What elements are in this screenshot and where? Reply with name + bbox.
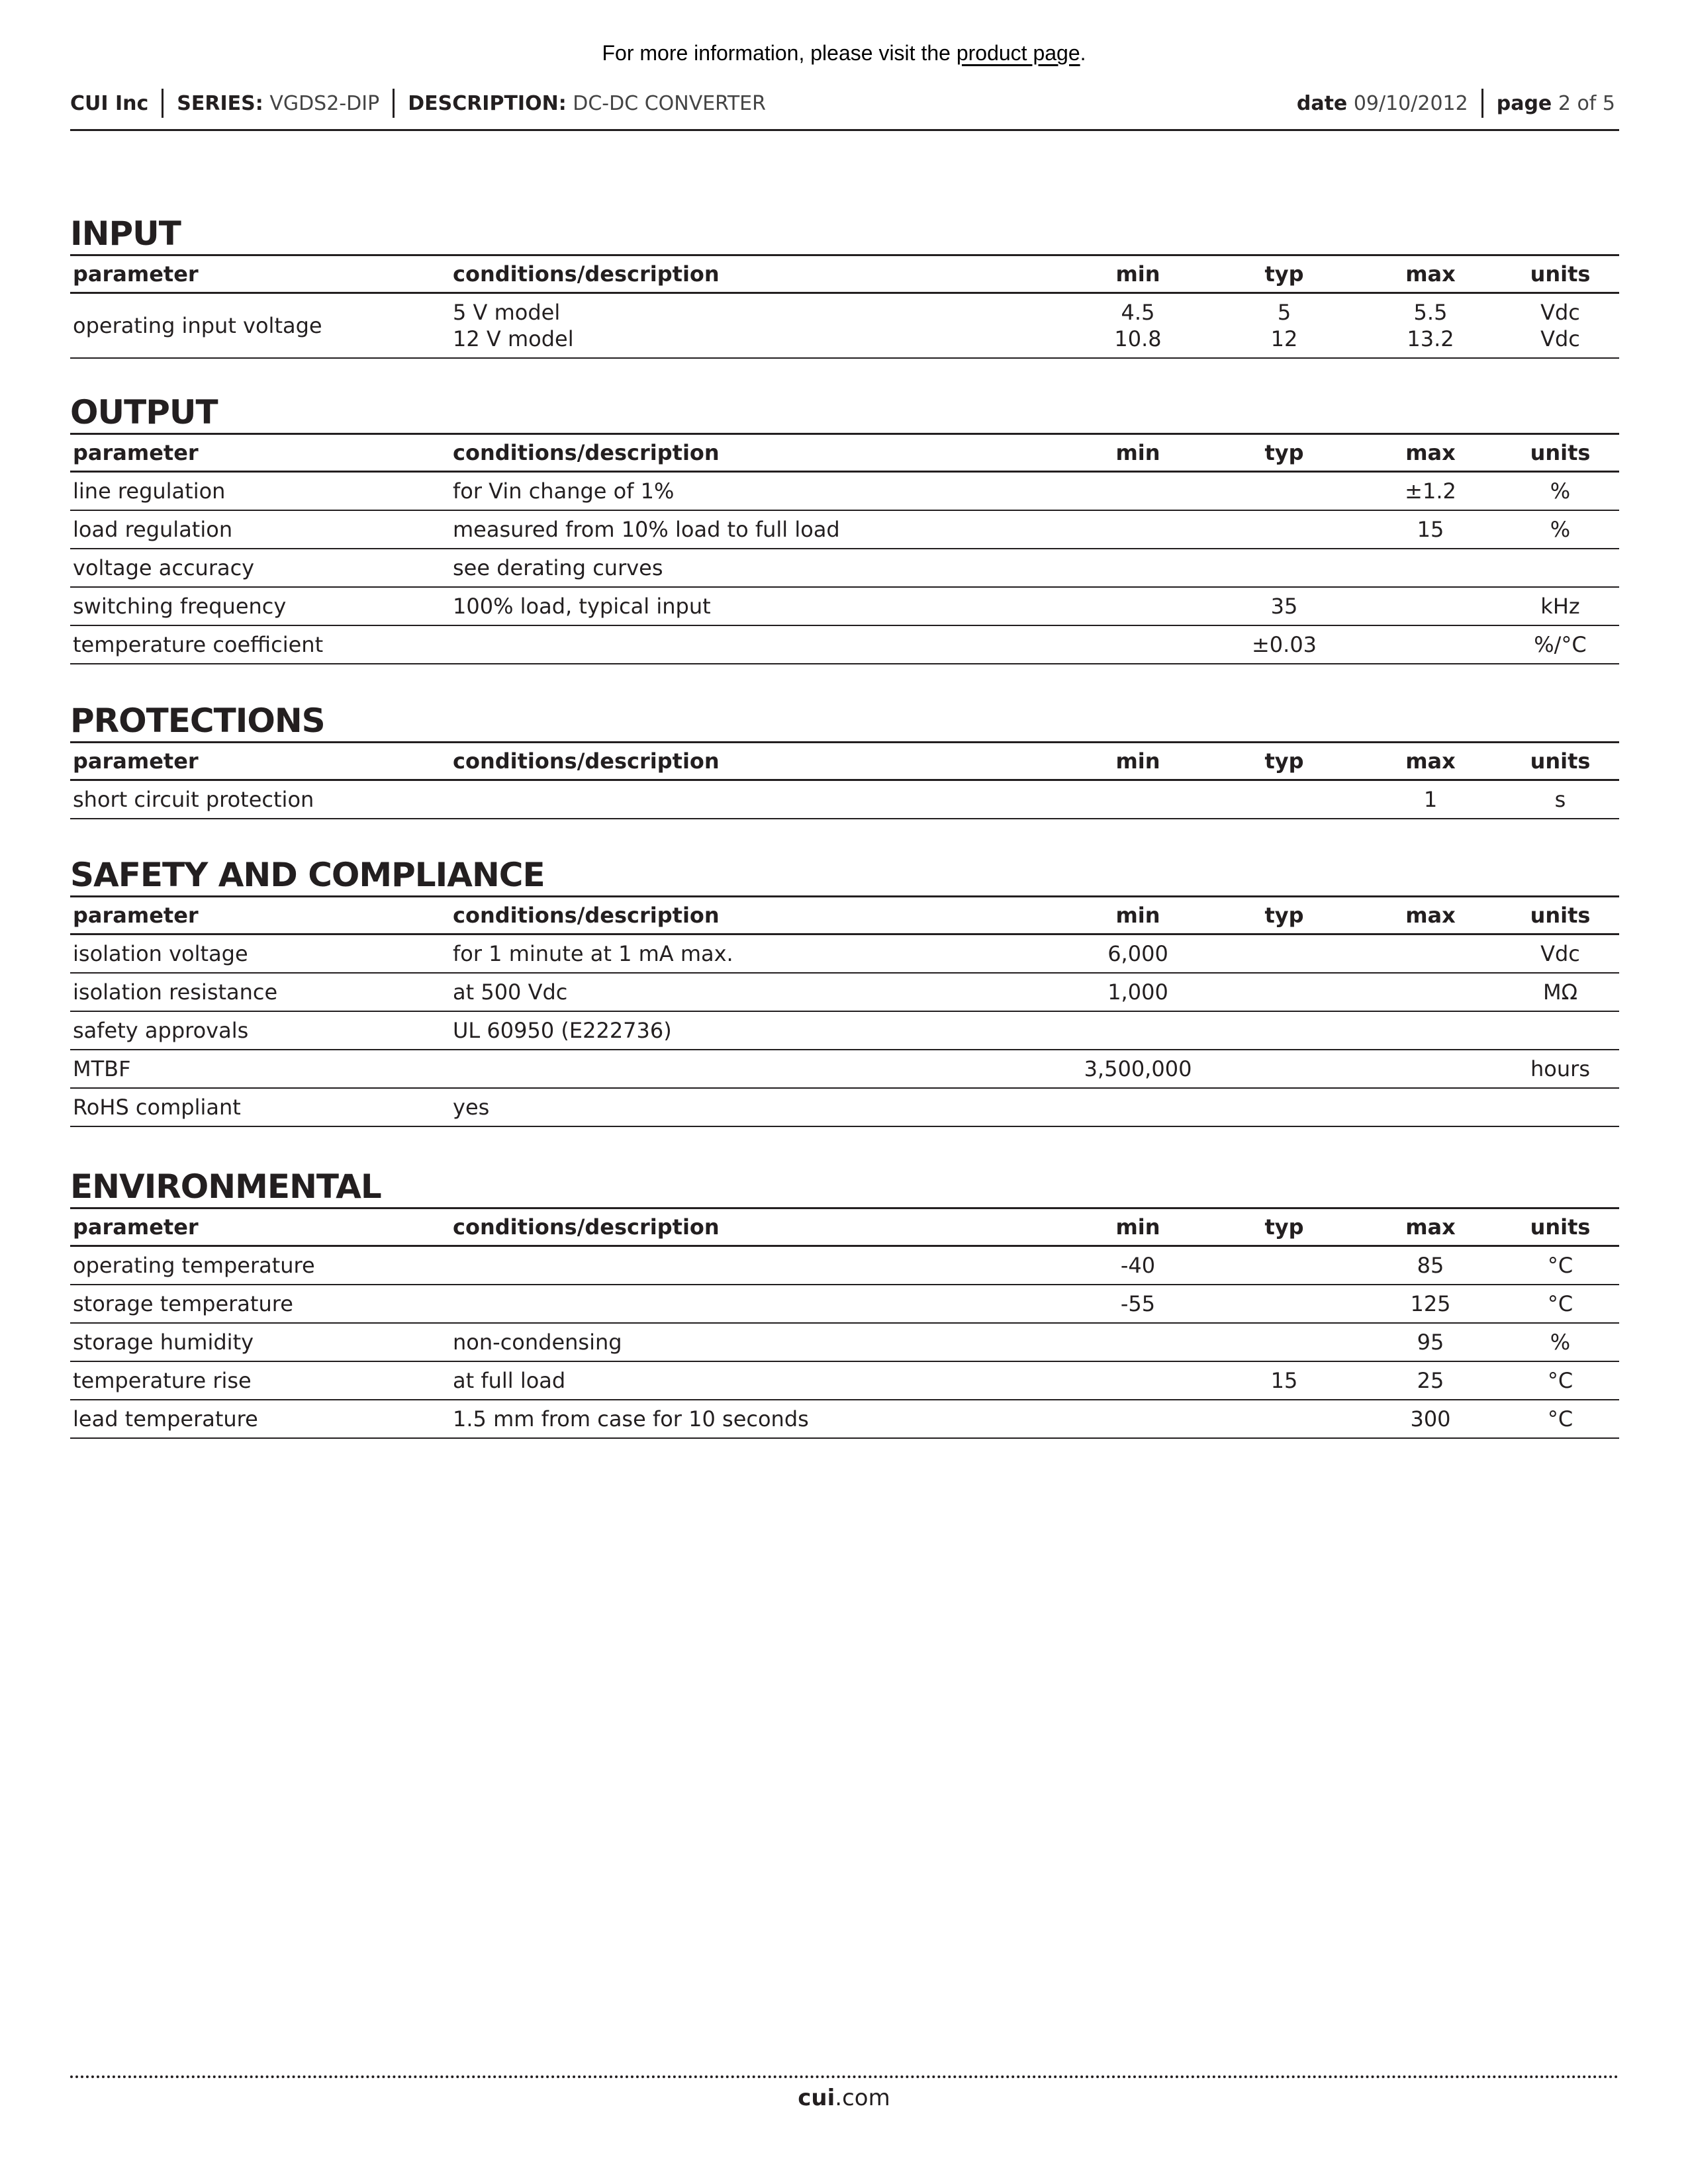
table-row [70, 1400, 1619, 1438]
cell-typ [1209, 1285, 1360, 1323]
page-label: page [1496, 91, 1552, 115]
cell-conditions [450, 1246, 1067, 1285]
cell-line: 12 V model [453, 326, 574, 351]
cell-parameter: operating input voltage [70, 293, 450, 359]
cell-parameter: short circuit protection [70, 780, 450, 819]
notice-prefix: For more information, please visit the [602, 41, 957, 65]
column-header-max: max [1405, 261, 1456, 287]
cell-max: ±1.2 [1360, 472, 1501, 511]
cell-parameter: isolation resistance [70, 973, 450, 1011]
header-rule [70, 129, 1619, 131]
table-row [70, 510, 1619, 549]
cell-conditions: 100% load, typical input [450, 587, 1067, 625]
column-header-conditions: conditions/description [453, 903, 720, 928]
cell-conditions: see derating curves [450, 549, 1067, 587]
table-row [70, 973, 1619, 1011]
cell-parameter: switching frequency [70, 587, 450, 625]
column-header-parameter: parameter [73, 903, 199, 928]
cell-max [1360, 625, 1501, 664]
cell-max [1360, 934, 1501, 974]
cell-conditions: for Vin change of 1% [450, 472, 1067, 511]
column-header-conditions: conditions/description [453, 1214, 720, 1240]
column-header-conditions: conditions/description [453, 440, 720, 465]
cell-min [1067, 1361, 1209, 1400]
cell-conditions: yes [450, 1088, 1067, 1126]
output-table [70, 433, 1619, 664]
column-header-typ: typ [1264, 1214, 1304, 1240]
cell-conditions: at full load [450, 1361, 1067, 1400]
table-row [70, 780, 1619, 819]
cell-typ [1209, 1246, 1360, 1285]
table-row [70, 1285, 1619, 1323]
cell-typ [1209, 780, 1360, 819]
cell-min [1067, 510, 1209, 549]
cell-min [1067, 1323, 1209, 1361]
cell-conditions: UL 60950 (E222736) [450, 1011, 1067, 1050]
cell-parameter: load regulation [70, 510, 450, 549]
table-row [70, 1011, 1619, 1050]
footer-domain: .com [835, 2085, 890, 2111]
section-title: INPUT [70, 214, 181, 253]
environmental-table [70, 1207, 1619, 1439]
cell-max [1360, 549, 1501, 587]
column-header-conditions: conditions/description [453, 749, 720, 774]
table-header-row [70, 255, 1619, 293]
cell-units [1501, 549, 1619, 587]
footer-website[interactable] [0, 2085, 1688, 2111]
cell-units: Vdc [1501, 934, 1619, 974]
column-header-typ: typ [1264, 440, 1304, 465]
date-label: date [1296, 91, 1348, 115]
column-header-min: min [1115, 903, 1160, 928]
cell-min [1067, 549, 1209, 587]
table-row [70, 549, 1619, 587]
column-header-parameter: parameter [73, 749, 199, 774]
table-row [70, 1246, 1619, 1285]
cell-conditions: non-condensing [450, 1323, 1067, 1361]
cell-units: °C [1501, 1400, 1619, 1438]
column-header-min: min [1115, 1214, 1160, 1240]
cell-parameter: storage humidity [70, 1323, 450, 1361]
cell-max [1360, 1050, 1501, 1088]
cell-units: kHz [1501, 587, 1619, 625]
cell-parameter: lead temperature [70, 1400, 450, 1438]
column-header-max: max [1405, 903, 1456, 928]
description-label: DESCRIPTION: [408, 91, 567, 115]
series-value: VGDS2-DIP [269, 91, 380, 115]
cell-units: % [1501, 510, 1619, 549]
cell-parameter: safety approvals [70, 1011, 450, 1050]
column-header-units: units [1530, 903, 1591, 928]
cell-units: °C [1501, 1285, 1619, 1323]
column-header-parameter: parameter [73, 1214, 199, 1240]
table-row [70, 1050, 1619, 1088]
table-row [70, 472, 1619, 511]
cell-typ [1209, 934, 1360, 974]
cell-units: °C [1501, 1361, 1619, 1400]
cell-conditions: at 500 Vdc [450, 973, 1067, 1011]
page-number: 2 of 5 [1558, 91, 1615, 115]
cell-conditions [450, 293, 1067, 359]
cell-conditions: for 1 minute at 1 mA max. [450, 934, 1067, 974]
cell-min: -40 [1067, 1246, 1209, 1285]
column-header-max: max [1405, 749, 1456, 774]
cell-units: % [1501, 1323, 1619, 1361]
cell-units: % [1501, 472, 1619, 511]
cell-min [1067, 587, 1209, 625]
cell-line: 5 V model [453, 300, 561, 325]
cell-units [1501, 1088, 1619, 1126]
column-header-units: units [1530, 1214, 1591, 1240]
cell-min [1067, 1088, 1209, 1126]
cell-max [1360, 293, 1501, 359]
cell-units: °C [1501, 1246, 1619, 1285]
cell-parameter: MTBF [70, 1050, 450, 1088]
cell-max: 125 [1360, 1285, 1501, 1323]
description-value: DC-DC CONVERTER [573, 91, 766, 115]
cell-parameter: line regulation [70, 472, 450, 511]
cell-parameter: RoHS compliant [70, 1088, 450, 1126]
footer-brand: cui [798, 2085, 835, 2111]
cell-parameter: temperature rise [70, 1361, 450, 1400]
header-divider [162, 89, 164, 118]
cell-line: 5.5 [1413, 300, 1448, 325]
column-header-typ: typ [1264, 903, 1304, 928]
cell-line: 4.5 [1121, 300, 1155, 325]
section-title: OUTPUT [70, 393, 218, 432]
table-row [70, 587, 1619, 625]
table-row [70, 625, 1619, 664]
cell-max: 15 [1360, 510, 1501, 549]
cell-max [1360, 587, 1501, 625]
cell-units [1501, 1011, 1619, 1050]
cell-max: 95 [1360, 1323, 1501, 1361]
column-header-conditions: conditions/description [453, 261, 720, 287]
column-header-units: units [1530, 261, 1591, 287]
cell-typ [1209, 1050, 1360, 1088]
cell-min: -55 [1067, 1285, 1209, 1323]
column-header-typ: typ [1264, 261, 1304, 287]
cell-units: MΩ [1501, 973, 1619, 1011]
cell-max [1360, 1011, 1501, 1050]
date-value: 09/10/2012 [1353, 91, 1468, 115]
cell-min: 3,500,000 [1067, 1050, 1209, 1088]
cell-typ: 15 [1209, 1361, 1360, 1400]
cell-conditions: 1.5 mm from case for 10 seconds [450, 1400, 1067, 1438]
cell-min [1067, 625, 1209, 664]
column-header-min: min [1115, 261, 1160, 287]
cell-line: 12 [1270, 326, 1298, 351]
document-header [70, 89, 1619, 118]
cell-max: 25 [1360, 1361, 1501, 1400]
cell-parameter: temperature coefficient [70, 625, 450, 664]
cell-typ [1209, 1400, 1360, 1438]
cell-typ [1209, 293, 1360, 359]
section-title: SAFETY AND COMPLIANCE [70, 856, 545, 894]
column-header-max: max [1405, 440, 1456, 465]
cell-max [1360, 1088, 1501, 1126]
product-page-link[interactable]: product page [956, 41, 1080, 65]
column-header-max: max [1405, 1214, 1456, 1240]
column-header-min: min [1115, 749, 1160, 774]
section-title: ENVIRONMENTAL [70, 1167, 381, 1206]
table-header-row [70, 897, 1619, 934]
column-header-units: units [1530, 440, 1591, 465]
environmental-section [70, 1166, 1619, 1439]
input-section [70, 213, 1619, 359]
column-header-parameter: parameter [73, 261, 199, 287]
cell-conditions: measured from 10% load to full load [450, 510, 1067, 549]
cell-typ [1209, 1011, 1360, 1050]
cell-parameter: voltage accuracy [70, 549, 450, 587]
header-divider [393, 89, 395, 118]
cell-conditions [450, 1050, 1067, 1088]
safety-compliance-section [70, 854, 1619, 1127]
cell-max [1360, 973, 1501, 1011]
product-info-notice [0, 41, 1688, 66]
cell-units: hours [1501, 1050, 1619, 1088]
cell-typ [1209, 510, 1360, 549]
table-row [70, 1088, 1619, 1126]
cell-max: 1 [1360, 780, 1501, 819]
table-row [70, 293, 1619, 359]
cell-min [1067, 1400, 1209, 1438]
company-name: CUI Inc [70, 91, 149, 115]
cell-typ [1209, 549, 1360, 587]
cell-typ: 35 [1209, 587, 1360, 625]
cell-conditions [450, 780, 1067, 819]
cell-min [1067, 293, 1209, 359]
cell-parameter: operating temperature [70, 1246, 450, 1285]
footer-dotted-rule [70, 2075, 1619, 2078]
cell-line: 13.2 [1407, 326, 1454, 351]
cell-parameter: storage temperature [70, 1285, 450, 1323]
table-row [70, 1361, 1619, 1400]
table-header-row [70, 1208, 1619, 1246]
cell-typ [1209, 1088, 1360, 1126]
protections-table [70, 741, 1619, 819]
cell-typ [1209, 973, 1360, 1011]
section-title: PROTECTIONS [70, 702, 325, 740]
cell-conditions [450, 1285, 1067, 1323]
cell-line: Vdc [1540, 300, 1580, 325]
cell-line: 10.8 [1114, 326, 1162, 351]
column-header-parameter: parameter [73, 440, 199, 465]
input-table [70, 254, 1619, 359]
table-row [70, 934, 1619, 974]
table-header-row [70, 434, 1619, 472]
cell-parameter: isolation voltage [70, 934, 450, 974]
safety-table [70, 895, 1619, 1127]
column-header-typ: typ [1264, 749, 1304, 774]
cell-min [1067, 780, 1209, 819]
cell-typ: ±0.03 [1209, 625, 1360, 664]
output-section [70, 392, 1619, 664]
cell-units: %/°C [1501, 625, 1619, 664]
cell-line: Vdc [1540, 326, 1580, 351]
column-header-units: units [1530, 749, 1591, 774]
notice-suffix: . [1080, 41, 1086, 65]
table-header-row [70, 743, 1619, 780]
cell-line: 5 [1277, 300, 1291, 325]
cell-units: s [1501, 780, 1619, 819]
cell-min: 6,000 [1067, 934, 1209, 974]
header-divider [1481, 89, 1483, 118]
column-header-min: min [1115, 440, 1160, 465]
table-row [70, 1323, 1619, 1361]
series-label: SERIES: [177, 91, 263, 115]
cell-typ [1209, 1323, 1360, 1361]
cell-min [1067, 472, 1209, 511]
cell-min [1067, 1011, 1209, 1050]
protections-section [70, 700, 1619, 819]
cell-typ [1209, 472, 1360, 511]
cell-conditions [450, 625, 1067, 664]
cell-max: 300 [1360, 1400, 1501, 1438]
cell-max: 85 [1360, 1246, 1501, 1285]
cell-units [1501, 293, 1619, 359]
cell-min: 1,000 [1067, 973, 1209, 1011]
